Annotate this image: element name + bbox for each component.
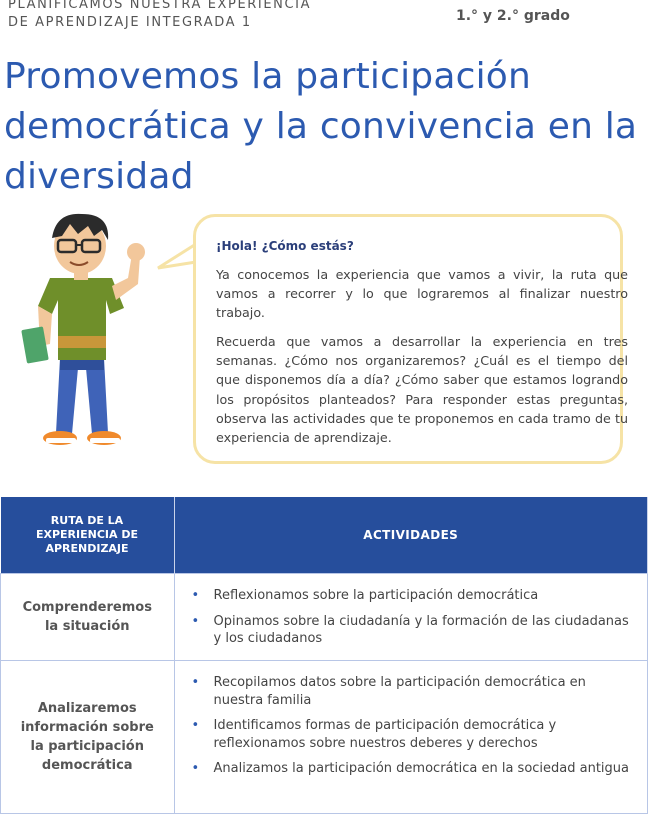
stage-cell (1, 574, 175, 661)
table-row (1, 574, 648, 661)
table-header-row (1, 497, 648, 574)
list-item (192, 674, 633, 709)
page-title: Promovemos la participación democrática y la convivencia en la diversidad (4, 56, 638, 197)
activity-text: Recopilamos datos sobre la participación democrática en nuestra familia (213, 675, 586, 708)
list-item (192, 760, 633, 778)
list-item (192, 587, 633, 605)
table-row (1, 661, 648, 814)
bullet-icon: • (191, 613, 200, 629)
column-header-route-text: RUTA DE LA EXPERIENCIA DE APRENDIZAJE (35, 514, 138, 555)
activity-text: Opinamos sobre la ciudadanía y la formación de las ciudadanas y los ciudadanos (213, 613, 629, 646)
column-header-route (1, 497, 175, 574)
bullet-icon: • (191, 588, 200, 603)
bubble-paragraph-2: Recuerda que vamos a desarrollar la experiencia en tres semanas. ¿Cómo nos organizaremos? ¿Cuál es el tiempo del que disponemos día a día? ¿Cómo saber que estamos logrando los propósitos planteados? Para responder estas preguntas, observa las actividades que te proponemos en cada tramo de tu experiencia de aprendizaje. (216, 334, 628, 446)
bullet-icon: • (191, 675, 200, 690)
grade-label: 1.° y 2.° grado (456, 8, 570, 24)
activity-text: Reflexionamos sobre la participación democrática (213, 588, 539, 603)
activity-text: Analizamos la participación democrática en la sociedad antigua (213, 761, 629, 776)
bubble-greeting: ¡Hola! ¿Cómo estás? (216, 239, 354, 253)
bullet-icon: • (191, 718, 200, 733)
activities-cell (174, 574, 648, 661)
stage-label: Analizaremos información sobre la participación democrática (20, 701, 154, 773)
bubble-paragraph-1: Ya conocemos la experiencia que vamos a vivir, la ruta que vamos a recorrer y lo que lograremos al finalizar nuestro trabajo. (216, 267, 628, 321)
section-label: PLANIFICAMOS NUESTRA EXPERIENCIA DE APRENDIZAJE INTEGRADA 1 (8, 0, 312, 30)
speech-bubble (193, 214, 628, 464)
list-item (192, 717, 633, 752)
list-item (192, 613, 633, 648)
activity-text: Identificamos formas de participación democrática y reflexionamos sobre nuestros deberes y derechos (213, 718, 557, 751)
bullet-icon: • (191, 761, 200, 776)
boy-illustration (12, 208, 162, 453)
column-header-activities: ACTIVIDADES (174, 497, 648, 574)
route-table (0, 497, 648, 814)
stage-label: Comprenderemos la situación (22, 600, 152, 634)
stage-cell (1, 661, 175, 814)
activities-cell (174, 661, 648, 814)
